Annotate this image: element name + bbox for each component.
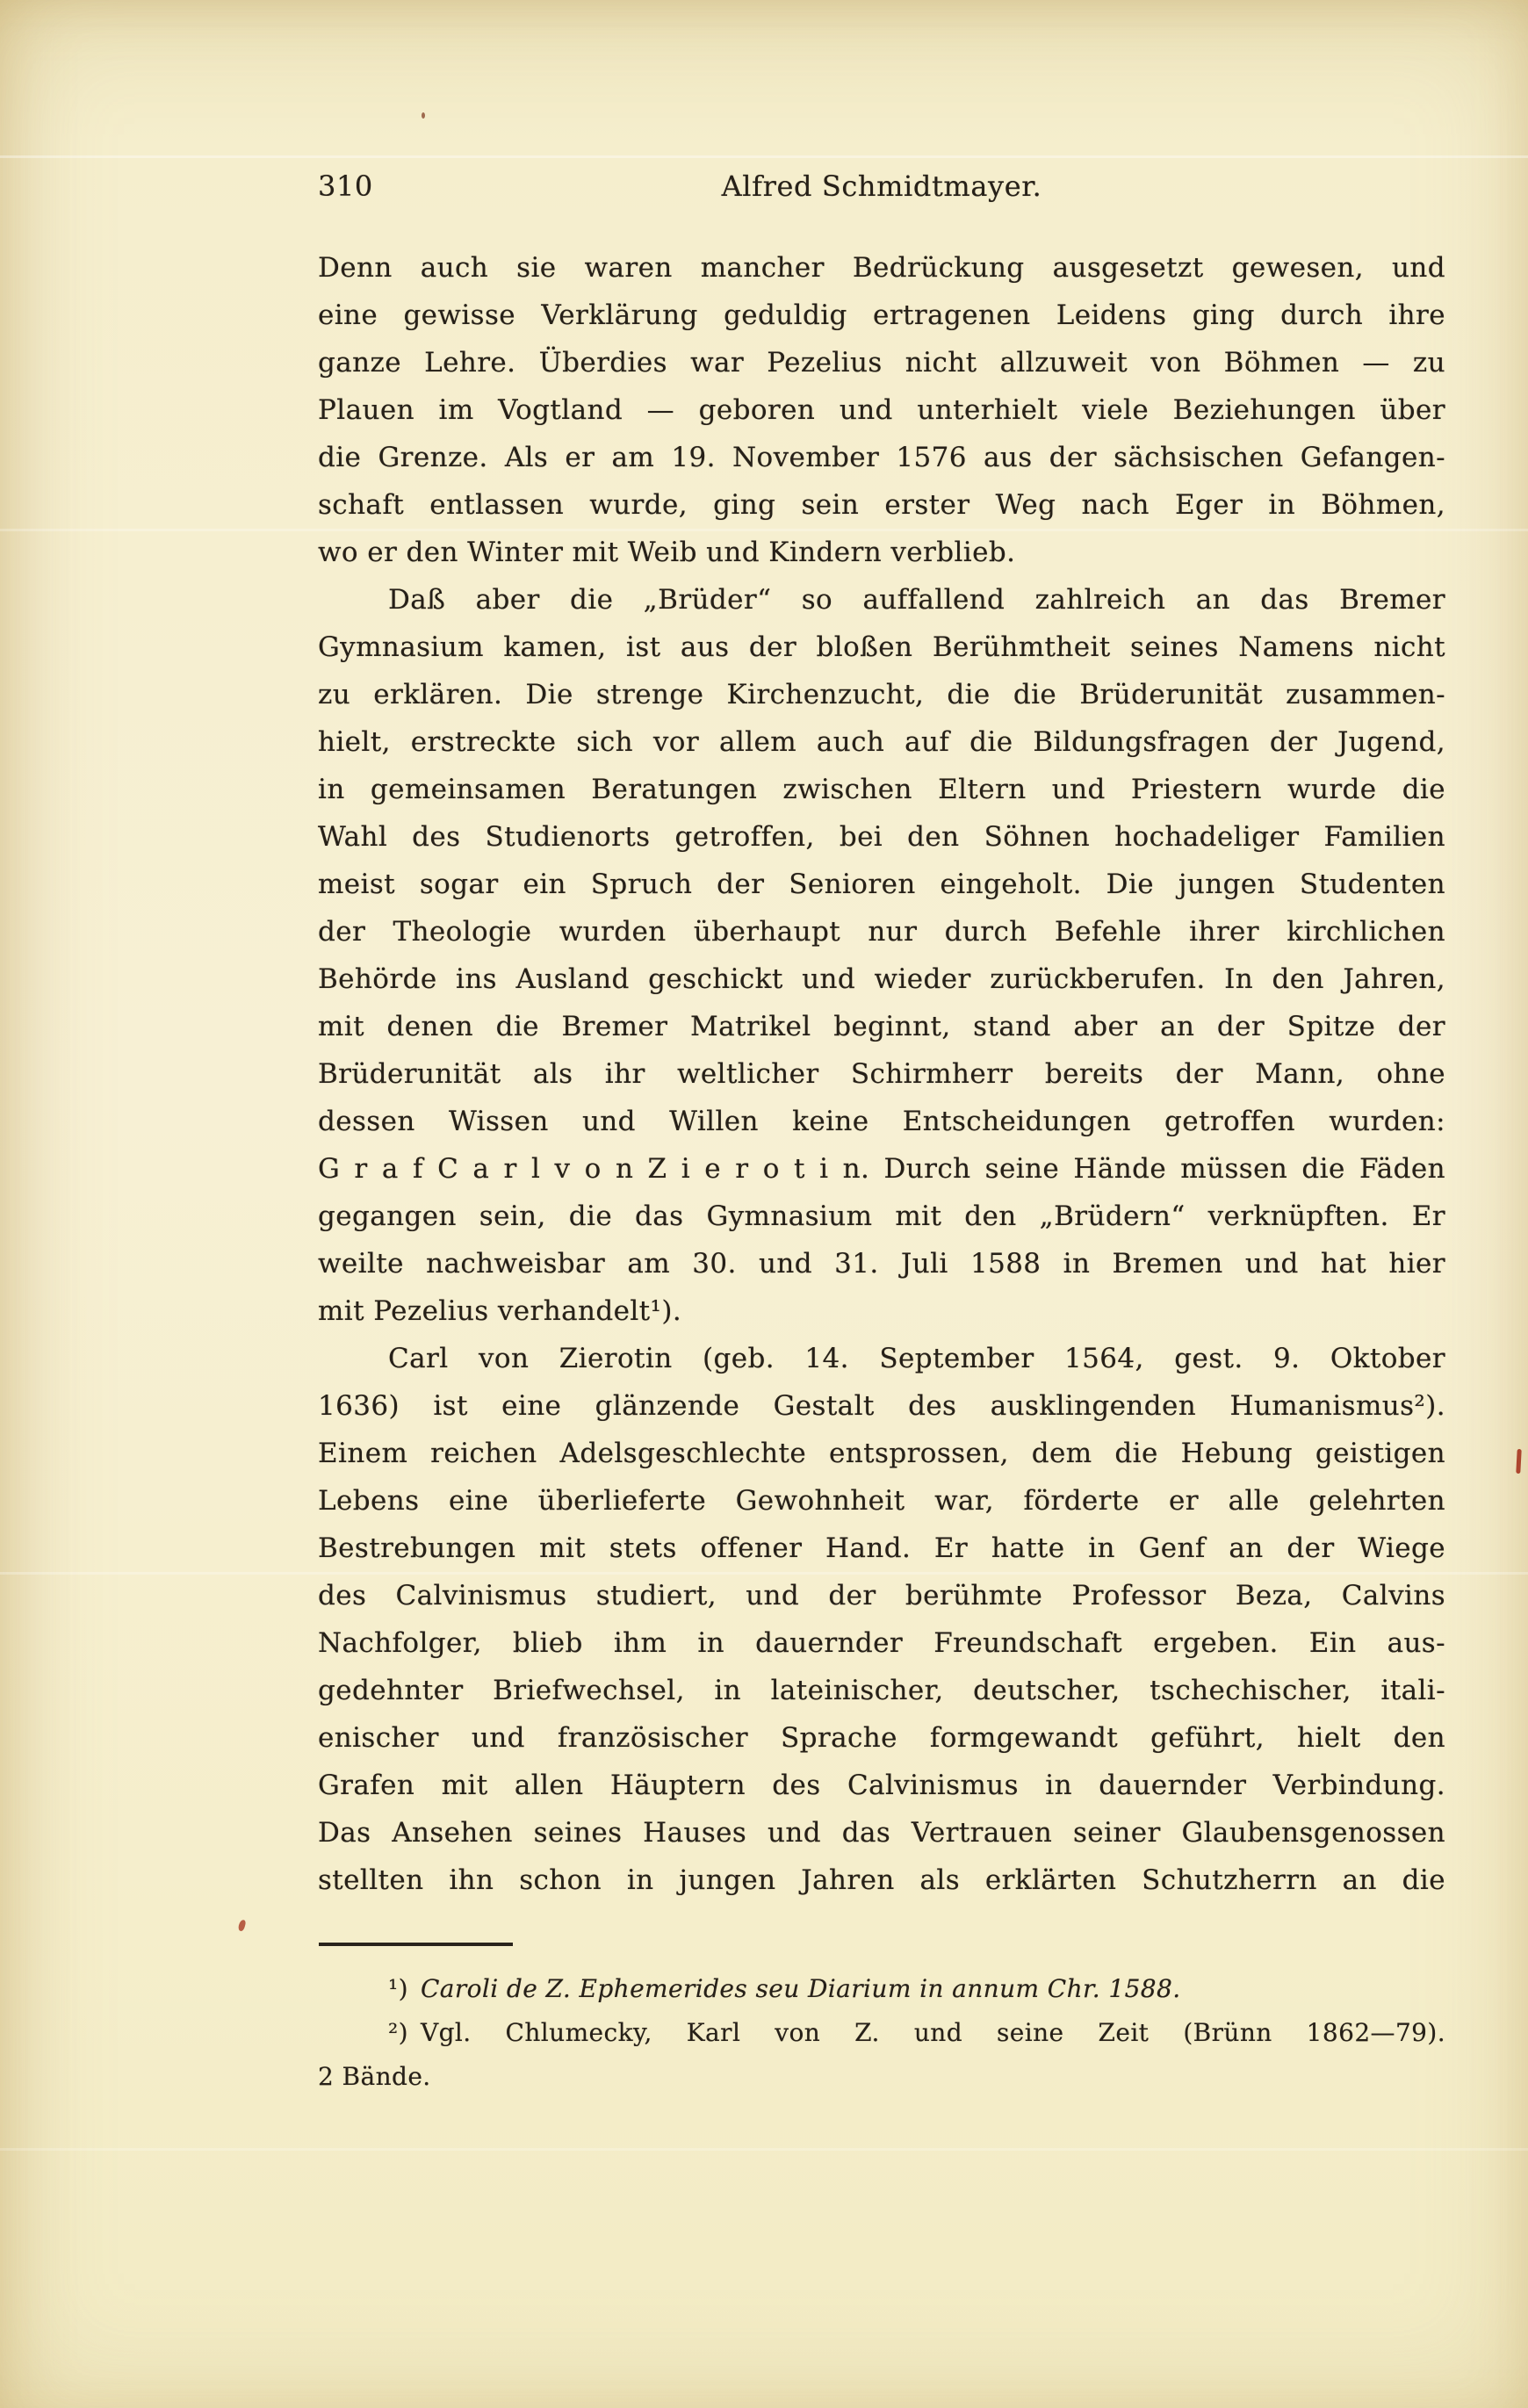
text-line: Denn auch sie waren mancher Bedrückung ausgesetzt gewesen, und (318, 252, 1445, 284)
running-title: Alfred Schmidtmayer. (721, 169, 1042, 203)
text-line: Brüderunität als ihr weltlicher Schirmherr bereits der Mann, ohne (318, 1058, 1445, 1090)
text-line: meist sogar ein Spruch der Senioren eingeholt. Die jungen Studenten (318, 869, 1445, 900)
text-line: hielt, erstreckte sich vor allem auch auf die Bildungsfragen der Jugend, (318, 726, 1445, 758)
text-line: schaft entlassen wurde, ging sein erster Weg nach Eger in Böhmen, (318, 489, 1445, 521)
running-head (318, 167, 1445, 205)
footnotes (318, 1967, 1445, 2099)
text-line: stellten ihn schon in jungen Jahren als erklärten Schutzherrn an die (318, 1864, 1445, 1896)
paper-speck (422, 112, 425, 119)
text-line: gegangen sein, die das Gymnasium mit den „Brüdern“ verknüpften. Er (318, 1200, 1445, 1232)
text-line: die Grenze. Als er am 19. November 1576 aus der sächsischen Gefangen- (318, 442, 1445, 473)
text-line: eine gewisse Verklärung geduldig ertragenen Leidens ging durch ihre (318, 299, 1445, 331)
text-line: Bestrebungen mit stets offener Hand. Er hatte in Genf an der Wiege (318, 1532, 1445, 1564)
text-line: Grafen mit allen Häuptern des Calvinismus in dauernder Verbindung. (318, 1770, 1445, 1801)
footnote-separator (319, 1943, 513, 1946)
text-line: des Calvinismus studiert, und der berühmte Professor Beza, Calvins (318, 1580, 1445, 1611)
text-line: enischer und französischer Sprache formgewandt geführt, hielt den (318, 1722, 1445, 1754)
text-line: dessen Wissen und Willen keine Entscheidungen getroffen wurden: (318, 1106, 1445, 1137)
text-line: mit Pezelius verhandelt¹). (318, 1295, 682, 1327)
text-line: Lebens eine überlieferte Gewohnheit war, förderte er alle gelehrten (318, 1485, 1445, 1517)
scan-artifact-line (0, 2148, 1528, 2151)
text-line: Daß aber die „Brüder“ so auffallend zahlreich an das Bremer (388, 584, 1445, 616)
text-line: G r a f C a r l v o n Z i e r o t i n. Durch seine Hände müssen die Fäden (318, 1153, 1445, 1185)
text-line: ganze Lehre. Überdies war Pezelius nicht allzuweit von Böhmen — zu (318, 347, 1445, 379)
footnote-2-marker: ²) (388, 2018, 408, 2047)
text-line: Gymnasium kamen, ist aus der bloßen Berühmtheit seines Namens nicht (318, 631, 1445, 663)
text-line: in gemeinsamen Beratungen zwischen Eltern und Priestern wurde die (318, 774, 1445, 805)
text-line: Behörde ins Ausland geschickt und wieder zurückberufen. In den Jahren, (318, 963, 1445, 995)
text-line: Nachfolger, blieb ihm in dauernder Freundschaft ergeben. Ein aus- (318, 1627, 1445, 1659)
red-ink-speck (1516, 1449, 1521, 1474)
text-line: wo er den Winter mit Weib und Kindern verblieb. (318, 537, 1016, 568)
body-text (318, 244, 1445, 1904)
footnote-2-text: Vgl. Chlumecky, Karl von Z. und seine Zeit (Brünn 1862—79). (420, 2018, 1445, 2047)
footnote-1-text: Caroli de Z. Ephemerides seu Diarium in annum Chr. 1588. (420, 1974, 1181, 2003)
text-line: Einem reichen Adelsgeschlechte entsprossen, dem die Hebung geistigen (318, 1438, 1445, 1469)
footnote-1 (318, 1967, 1445, 2011)
text-line: Carl von Zierotin (geb. 14. September 1564, gest. 9. Oktober (388, 1343, 1445, 1374)
text-line: mit denen die Bremer Matrikel beginnt, stand aber an der Spitze der (318, 1011, 1445, 1042)
text-line: 1636) ist eine glänzende Gestalt des ausklingenden Humanismus²). (318, 1390, 1445, 1422)
text-line: weilte nachweisbar am 30. und 31. Juli 1588 in Bremen und hat hier (318, 1248, 1445, 1280)
scan-artifact-line (0, 155, 1528, 158)
text-line: Wahl des Studienorts getroffen, bei den Söhnen hochadeliger Familien (318, 821, 1445, 853)
footnote-1-marker: ¹) (388, 1974, 408, 2003)
text-line: der Theologie wurden überhaupt nur durch Befehle ihrer kirchlichen (318, 916, 1445, 948)
text-line: zu erklären. Die strenge Kirchenzucht, die die Brüderunität zusammen- (318, 679, 1445, 710)
footnote-2-continuation: 2 Bände. (318, 2062, 431, 2091)
text-line: Plauen im Vogtland — geboren und unterhielt viele Beziehungen über (318, 394, 1445, 426)
text-line: Das Ansehen seines Hauses und das Vertrauen seiner Glaubensgenossen (318, 1817, 1445, 1849)
text-line: gedehnter Briefwechsel, in lateinischer, deutscher, tschechischer, itali- (318, 1675, 1445, 1706)
page-number: 310 (318, 169, 373, 203)
footnote-2 (318, 2011, 1445, 2055)
red-ink-speck (238, 1919, 247, 1931)
